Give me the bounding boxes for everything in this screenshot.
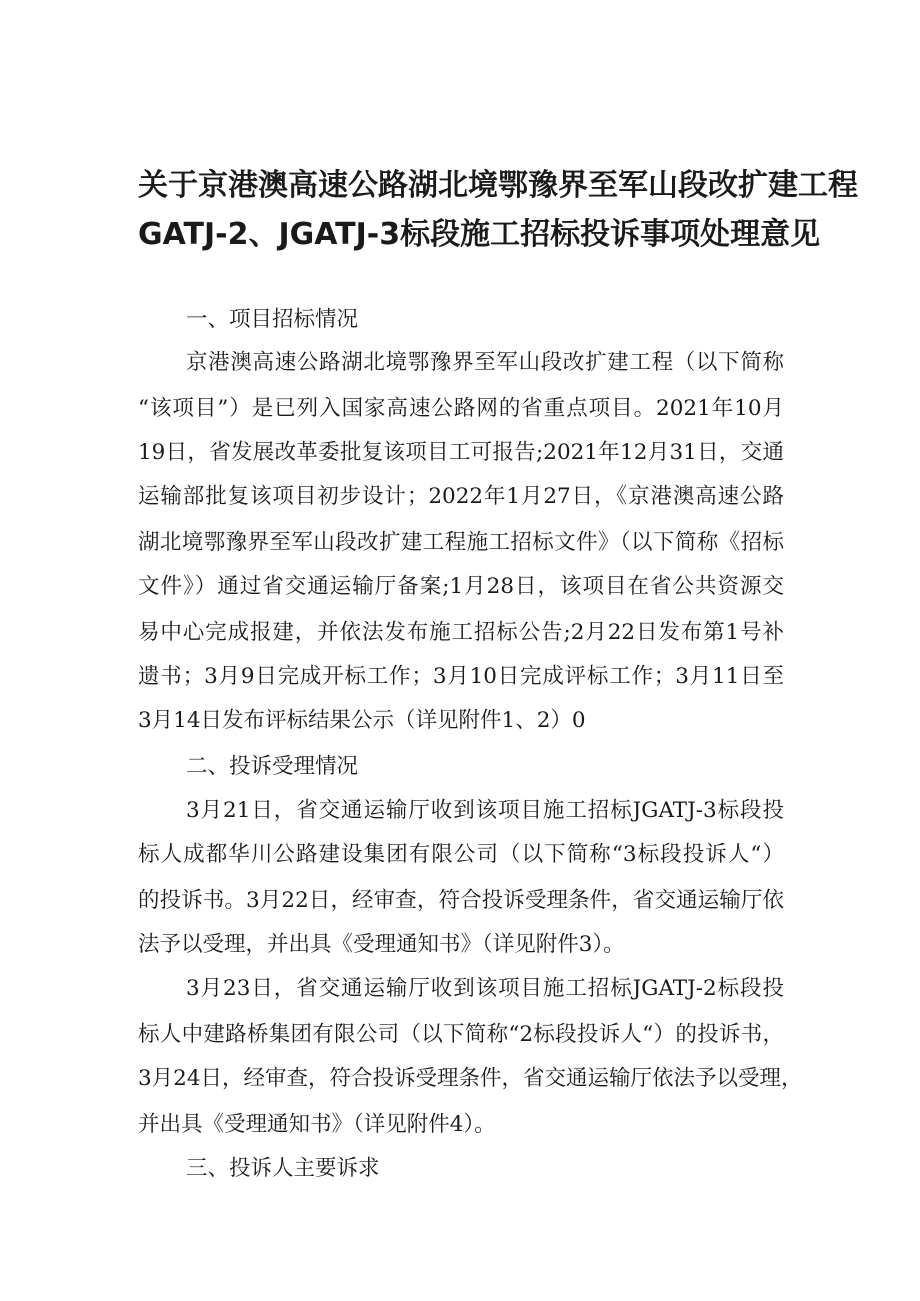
paragraph-line: 19日，省发展改革委批复该项目工可报告;2021年12月31日，交通	[138, 440, 784, 465]
paragraph-line: 3月14日发布评标结果公示（详见附件1、2）0	[138, 708, 586, 733]
paragraph-line: 标人成都华川公路建设集团有限公司（以下简称“3标段投诉人“）	[138, 842, 784, 867]
paragraph-line: 文件》）通过省交通运输厅备案;1月28日，该项目在省公共资源交	[138, 574, 784, 599]
section-heading-1: 一、项目招标情况	[186, 307, 359, 332]
paragraph-line: 京港澳高速公路湖北境鄂豫界至军山段改扩建工程（以下简称	[186, 350, 784, 375]
paragraph-line: 3月21日，省交通运输厅收到该项目施工招标JGATJ-3标段投	[186, 798, 784, 823]
paragraph-line: 的投诉书。3月22日，经审查，符合投诉受理条件，省交通运输厅依	[138, 888, 784, 913]
paragraph-line: 法予以受理，并出具《受理通知书》（详见附件3）。	[138, 932, 625, 957]
paragraph-line: 易中心完成报建，并依法发布施工招标公告;2月22日发布第1号补	[138, 620, 784, 645]
paragraph-line: 标人中建路桥集团有限公司（以下简称“2标段投诉人“）的投诉书，	[138, 1022, 784, 1047]
paragraph-line: 3月24日，经审查，符合投诉受理条件，省交通运输厅依法予以受理，	[138, 1066, 803, 1091]
paragraph-line: 遗书；3月9日完成开标工作；3月10日完成评标工作；3月11日至	[138, 664, 784, 689]
section-heading-3: 三、投诉人主要诉求	[186, 1156, 380, 1181]
paragraph-line: “该项目”）是已列入国家高速公路网的省重点项目。2021年10月	[138, 396, 784, 421]
document-title-line-1: 关于京港澳高速公路湖北境鄂豫界至军山段改扩建工程	[138, 168, 858, 203]
paragraph-line: 3月23日，省交通运输厅收到该项目施工招标JGATJ-2标段投	[186, 976, 784, 1001]
section-heading-2: 二、投诉受理情况	[186, 754, 359, 779]
paragraph-line: 并出具《受理通知书》（详见附件4）。	[138, 1112, 496, 1137]
paragraph-line: 湖北境鄂豫界至军山段改扩建工程施工招标文件》（以下简称《招标	[138, 530, 784, 555]
document-title-line-2: GATJ-2、JGATJ-3标段施工招标投诉事项处理意见	[138, 217, 821, 252]
paragraph-line: 运输部批复该项目初步设计；2022年1月27日，《京港澳高速公路	[138, 484, 784, 509]
